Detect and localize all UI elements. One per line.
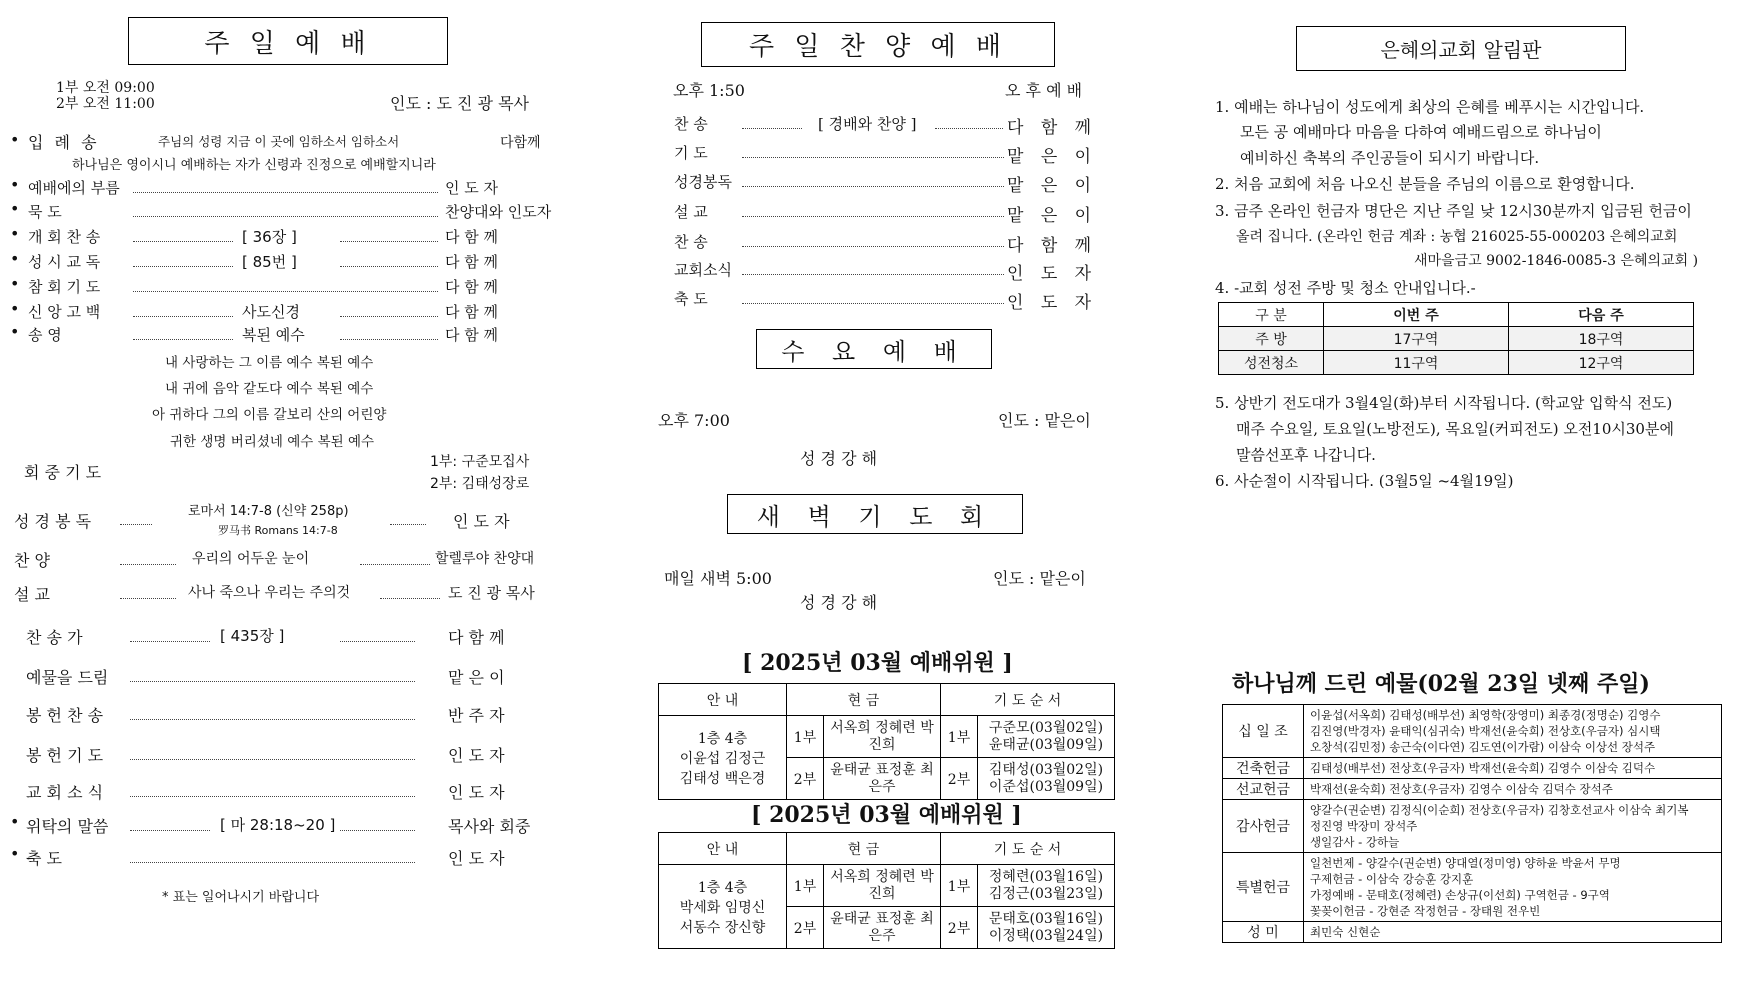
star-icon: • (10, 844, 20, 863)
t1-p2b: 2부 (941, 758, 978, 800)
prayer-r1: 1부: 구준모집사 (430, 454, 530, 470)
leader-dots (742, 128, 802, 129)
col1-title-box (128, 17, 448, 65)
offering-line: 김진영(박경자) 윤태익(심귀숙) 박재선(윤숙희) 전상호(우금자) 심시택 (1310, 724, 1661, 738)
t2-title: [ 2025년 03월 예배위원 ] (751, 802, 1022, 828)
clean-r1c2: 12구역 (1509, 351, 1694, 375)
dawn-sub: 성 경 강 해 (800, 593, 878, 612)
leader-dots (130, 719, 415, 720)
notice-3c: 새마을금고 9002-1846-0085-3 은혜의교회 ) (1414, 253, 1699, 269)
t1-title: [ 2025년 03월 예배위원 ] (742, 650, 1013, 676)
offering-names (1304, 800, 1722, 853)
col2-time: 오후 1:50 (673, 81, 745, 100)
offering-row (1223, 800, 1722, 853)
t1-prayer2 (978, 758, 1115, 800)
leader-dots (742, 186, 1004, 187)
order-right: 다 함 께 (445, 253, 499, 271)
leader-dots (340, 316, 438, 317)
order-center: 사도신경 (242, 303, 300, 321)
leader-dots (133, 316, 233, 317)
order-label: 찬 송 가 (26, 628, 83, 647)
notice-1b: 모든 공 예배마다 마음을 다하여 예배드림으로 하나님이 (1240, 123, 1602, 141)
offering-names (1304, 705, 1722, 758)
offering-names (1304, 853, 1722, 922)
order-right: 인 도 자 (1007, 293, 1098, 313)
clean-r0c0: 주 방 (1219, 327, 1324, 351)
sermon-label: 설 교 (14, 585, 50, 604)
order-right: 다 함 께 (445, 228, 499, 246)
order-right: 다 함 께 (445, 326, 499, 344)
offering-names (1304, 779, 1722, 800)
t1-guide2: 이윤섭 김정근 (679, 750, 766, 767)
offering-line: 정진영 박장미 장석주 (1310, 819, 1418, 833)
leader-dots (742, 216, 1004, 217)
t2-guide (659, 865, 787, 949)
order-label: 찬 송 (674, 115, 708, 133)
reading-right: 인 도 자 (453, 512, 510, 531)
offering-line: 김태성(배부선) 전상호(우금자) 박재선(윤숙희) 김영수 이삼숙 김덕수 (1310, 761, 1656, 775)
h2-prayer: 기 도 순 서 (941, 833, 1115, 865)
t2-prayer1 (978, 865, 1115, 907)
order-center: 복된 예수 (242, 326, 305, 344)
col1-time1: 1부 오전 09:00 (56, 80, 155, 96)
order-label: 찬 송 (674, 233, 708, 251)
offering-line: 오창석(김민정) 송근숙(이다연) 김도연(이가람) 이삼숙 이상선 장석주 (1310, 740, 1656, 754)
order-right: 맡 은 이 (448, 668, 505, 687)
choir-right: 할렐루야 찬양대 (435, 551, 535, 567)
notice-4: 4. -교회 성전 주방 및 청소 안내입니다.- (1215, 279, 1476, 297)
t2-pr2a: 문태호(03월16일) (988, 910, 1104, 927)
order-center: [ 경배와 찬양 ] (818, 115, 917, 133)
clean-r0c2: 18구역 (1509, 327, 1694, 351)
t1-pr2a: 김태성(03월02일) (988, 761, 1104, 778)
star-icon: • (10, 175, 20, 194)
order-right: 다 함 께 (445, 303, 499, 321)
offering-line: 최민숙 신현순 (1310, 925, 1381, 939)
reading-center1: 로마서 14:7-8 (신약 258p) (188, 504, 349, 519)
order-right: 인 도 자 (445, 179, 499, 197)
leader-dots (130, 830, 210, 831)
leader-dots (133, 241, 233, 242)
order-right: 맡 은 이 (1007, 147, 1098, 167)
order-right: 찬양대와 인도자 (445, 203, 552, 221)
star-icon: • (10, 130, 20, 149)
order-label: 봉 헌 찬 송 (26, 706, 104, 725)
t1-offer1: 서옥희 정혜련 박진희 (824, 716, 941, 758)
order-right: 다 함 께 (448, 628, 505, 647)
order-label: 봉 헌 기 도 (26, 746, 104, 765)
order-label: 기 도 (674, 144, 708, 162)
star-icon: • (10, 274, 20, 293)
prayer-label: 회 중 기 도 (24, 463, 102, 482)
t1-pr1a: 구준모(03월02일) (988, 719, 1104, 736)
leader-dots (340, 641, 415, 642)
t2-p1b: 1부 (941, 865, 978, 907)
h-offer: 현 금 (787, 684, 941, 716)
order-right: 인 도 자 (448, 849, 505, 868)
order-label: 교회소식 (674, 261, 732, 279)
order-label: 성 시 교 독 (28, 253, 101, 271)
dawn-title-box (727, 494, 1023, 534)
order-center: [ 36장 ] (242, 228, 297, 246)
offering-row (1223, 853, 1722, 922)
leader-dots (130, 862, 415, 863)
t2-guide3: 서동수 장신향 (679, 919, 766, 936)
order-label: 묵 도 (28, 203, 62, 221)
dawn-leader: 인도 : 맡은이 (993, 569, 1086, 588)
order-label: 개 회 찬 송 (28, 228, 101, 246)
wed-sub: 성 경 강 해 (800, 449, 878, 468)
h-prayer: 기 도 순 서 (941, 684, 1115, 716)
offering-line: 구제헌금 - 이삼숙 강승훈 강지훈 (1310, 872, 1474, 886)
offering-line: 양갈수(권순변) 김정식(이순희) 전상호(우금자) 김창호선교사 이삼숙 최기복 (1310, 803, 1689, 817)
leader-dots (133, 216, 438, 217)
leader-dots (340, 339, 438, 340)
notice-3b: 올려 집니다. (온라인 헌금 계좌 : 농협 216025-55-000203 은혜의교회 (1236, 229, 1678, 245)
t2-guide2: 박세화 임명신 (679, 899, 766, 916)
star-icon: • (10, 812, 20, 831)
t1-p1b: 1부 (941, 716, 978, 758)
order-label: 참 회 기 도 (28, 278, 101, 296)
offering-line: 꽃꽂이헌금 - 강현준 작정헌금 - 장태원 전우빈 (1310, 904, 1541, 918)
notice-2: 2. 처음 교회에 처음 나오신 분들을 주님의 이름으로 환영합니다. (1215, 175, 1635, 193)
lyric-line: 내 사랑하는 그 이름 예수 복된 예수 (165, 355, 374, 371)
t2-pr1b: 김정근(03월23일) (988, 885, 1104, 902)
order-label: 예배에의 부름 (28, 179, 120, 197)
notice-5c: 말씀선포후 나갑니다. (1236, 446, 1376, 464)
leader-dots (133, 291, 438, 292)
choir-center: 우리의 어두운 눈이 (192, 551, 310, 567)
order-label: 성경봉독 (674, 173, 732, 191)
order-label: 축 도 (26, 849, 62, 868)
t2-offer2: 윤태균 표정훈 최은주 (824, 907, 941, 949)
order-right: 다 함 께 (1007, 236, 1098, 256)
order-label: 위탁의 말씀 (26, 817, 109, 836)
leader-dots (742, 157, 1004, 158)
offering-row (1223, 922, 1722, 943)
notice-3a: 3. 금주 온라인 헌금자 명단은 지난 주일 낮 12시30분까지 입금된 헌금이 (1215, 202, 1692, 220)
leader-dots (935, 128, 1003, 129)
leader-dots (130, 641, 210, 642)
reading-center2: 罗马书 Romans 14:7-8 (218, 524, 338, 537)
t2-p2: 2부 (787, 907, 824, 949)
dawn-time: 매일 새벽 5:00 (664, 569, 772, 588)
offering-label: 선교헌금 (1223, 779, 1304, 800)
footnote: * 표는 일어나시기 바랍니다 (162, 890, 320, 905)
offering-line: 이윤섭(서옥희) 김태성(배부선) 최영학(장영미) 최종경(정명순) 김영수 (1310, 708, 1661, 722)
leader-dots (130, 796, 415, 797)
clean-r1c1: 11구역 (1324, 351, 1509, 375)
wed-title-box (756, 329, 992, 369)
col1-title: 주 일 예 배 (204, 28, 372, 59)
notice-5b: 매주 수요일, 토요일(노방전도), 목요일(커피전도) 오전10시30분에 (1236, 420, 1674, 438)
offering-line: 가정예배 - 문태호(정혜련) 손상규(이선희) 구역헌금 - 9구역 (1310, 888, 1610, 902)
call-line2: 하나님은 영이시니 예배하는 자가 신령과 진정으로 예배할지니라 (72, 158, 436, 173)
choir-label: 찬 양 (14, 551, 50, 570)
lyric-line: 아 귀하다 그의 이름 갈보리 산의 어린양 (152, 407, 387, 423)
clean-h2: 다음 주 (1509, 303, 1694, 327)
col1-leader: 인도 : 도 진 광 목사 (390, 94, 530, 113)
notice-1a: 1. 예배는 하나님이 성도에게 최상의 은혜를 베푸시는 시간입니다. (1215, 98, 1645, 116)
t1-p2: 2부 (787, 758, 824, 800)
cleaning-table (1218, 302, 1694, 375)
sermon-center: 사나 죽으나 우리는 주의것 (188, 585, 351, 601)
order-label: 축 도 (674, 290, 708, 308)
leader-dots (340, 266, 438, 267)
notice-1c: 예비하신 축복의 주인공들이 되시기 바랍니다. (1240, 149, 1540, 167)
order-right: 반 주 자 (448, 706, 505, 725)
t2-guide1: 1층 4층 (697, 879, 748, 896)
order-label: 송 영 (28, 326, 62, 344)
order-right: 인 도 자 (1007, 264, 1098, 284)
sermon-right: 도 진 광 목사 (448, 584, 535, 602)
wed-leader: 인도 : 맡은이 (998, 411, 1091, 430)
order-right: 맡 은 이 (1007, 206, 1098, 226)
order-right: 다 함 께 (445, 278, 499, 296)
leader-dots (340, 830, 415, 831)
col2-title: 주 일 찬 양 예 배 (748, 32, 1008, 62)
committee-table-2 (658, 832, 1115, 949)
t1-guide1: 1층 4층 (697, 730, 748, 747)
t2-pr1a: 정혜련(03월16일) (988, 868, 1104, 885)
t1-p1: 1부 (787, 716, 824, 758)
t2-p1: 1부 (787, 865, 824, 907)
h2-guide: 안 내 (659, 833, 787, 865)
leader-dots (133, 192, 438, 193)
t1-prayer1 (978, 716, 1115, 758)
offering-line: 일천번제 - 양갈수(권순변) 양대열(정미영) 양하윤 박윤서 무명 (1310, 856, 1621, 870)
call-right: 다함께 (500, 135, 541, 151)
t1-offer2: 윤태균 표정훈 최은주 (824, 758, 941, 800)
prayer-r2: 2부: 김태성장로 (430, 476, 530, 492)
order-label: 신 앙 고 백 (28, 303, 101, 321)
col3-title-box (1296, 26, 1626, 71)
offering-line: 박재선(윤숙희) 전상호(우금자) 김영수 이삼숙 김덕수 장석주 (1310, 782, 1613, 796)
offer-title: 하나님께 드린 예물(02월 23일 넷째 주일) (1232, 671, 1650, 697)
offering-label: 성 미 (1223, 922, 1304, 943)
offering-names (1304, 922, 1722, 943)
order-label: 예물을 드림 (26, 668, 109, 687)
order-right: 다 함 께 (1007, 118, 1098, 138)
offering-line: 생일감사 - 강하늘 (1310, 835, 1400, 849)
order-label: 설 교 (674, 203, 708, 221)
leader-dots (742, 274, 1004, 275)
order-right: 맡 은 이 (1007, 176, 1098, 196)
offering-label: 특별헌금 (1223, 853, 1304, 922)
wed-title: 수 요 예 배 (781, 337, 967, 366)
leader-dots (130, 681, 415, 682)
star-icon: • (10, 199, 20, 218)
order-label: 교 회 소 식 (26, 783, 104, 802)
leader-dots (742, 303, 1004, 304)
star-icon: • (10, 299, 20, 318)
order-center: [ 435장 ] (220, 627, 285, 645)
offering-names (1304, 758, 1722, 779)
col2-title-box (701, 22, 1055, 67)
star-icon: • (10, 249, 20, 268)
offering-row (1223, 779, 1722, 800)
clean-h0: 구 분 (1219, 303, 1324, 327)
star-icon: • (10, 322, 20, 341)
leader-dots (340, 241, 438, 242)
offering-label: 십 일 조 (1223, 705, 1304, 758)
order-center: [ 85번 ] (242, 253, 297, 271)
order-right: 인 도 자 (448, 746, 505, 765)
t1-guide (659, 716, 787, 800)
clean-r1c0: 성전청소 (1219, 351, 1324, 375)
lyric-line: 내 귀에 음악 같도다 예수 복된 예수 (165, 381, 374, 397)
col1-time2: 2부 오전 11:00 (56, 96, 155, 112)
clean-h1: 이번 주 (1324, 303, 1509, 327)
notice-5a: 5. 상반기 전도대가 3월4일(화)부터 시작됩니다. (학교앞 입학식 전도) (1215, 394, 1673, 412)
t2-p2b: 2부 (941, 907, 978, 949)
leader-dots (133, 339, 233, 340)
t2-offer1: 서옥희 정혜련 박진희 (824, 865, 941, 907)
offering-row (1223, 758, 1722, 779)
lyric-line: 귀한 생명 버리셨네 예수 복된 예수 (170, 434, 375, 450)
dawn-title: 새 벽 기 도 회 (756, 502, 994, 531)
call-label: 입 례 송 (28, 133, 100, 152)
col3-title: 은혜의교회 알림판 (1380, 38, 1542, 62)
col2-type: 오 후 예 배 (1005, 81, 1083, 100)
offering-label: 감사헌금 (1223, 800, 1304, 853)
offering-row (1223, 705, 1722, 758)
h2-offer: 현 금 (787, 833, 941, 865)
h-guide: 안 내 (659, 684, 787, 716)
offering-label: 건축헌금 (1223, 758, 1304, 779)
call-text: 주님의 성령 지금 이 곳에 임하소서 임하소서 (158, 134, 400, 149)
leader-dots (130, 759, 415, 760)
clean-r0c1: 17구역 (1324, 327, 1509, 351)
leader-dots (133, 266, 233, 267)
offering-table (1222, 704, 1722, 943)
order-center: [ 마 28:18~20 ] (220, 816, 336, 834)
reading-label: 성 경 봉 독 (14, 512, 92, 531)
order-right: 목사와 회중 (448, 817, 531, 836)
t1-pr2b: 이준섭(03월09일) (988, 778, 1104, 795)
order-right: 인 도 자 (448, 783, 505, 802)
t2-prayer2 (978, 907, 1115, 949)
wed-time: 오후 7:00 (658, 411, 730, 430)
t1-pr1b: 윤태균(03월09일) (988, 736, 1104, 753)
t2-pr2b: 이정택(03월24일) (988, 927, 1104, 944)
t1-guide3: 김태성 백은경 (679, 770, 766, 787)
leader-dots (742, 246, 1004, 247)
notice-6: 6. 사순절이 시작됩니다. (3월5일 ~4월19일) (1215, 472, 1514, 490)
star-icon: • (10, 224, 20, 243)
committee-table-1 (658, 683, 1115, 800)
